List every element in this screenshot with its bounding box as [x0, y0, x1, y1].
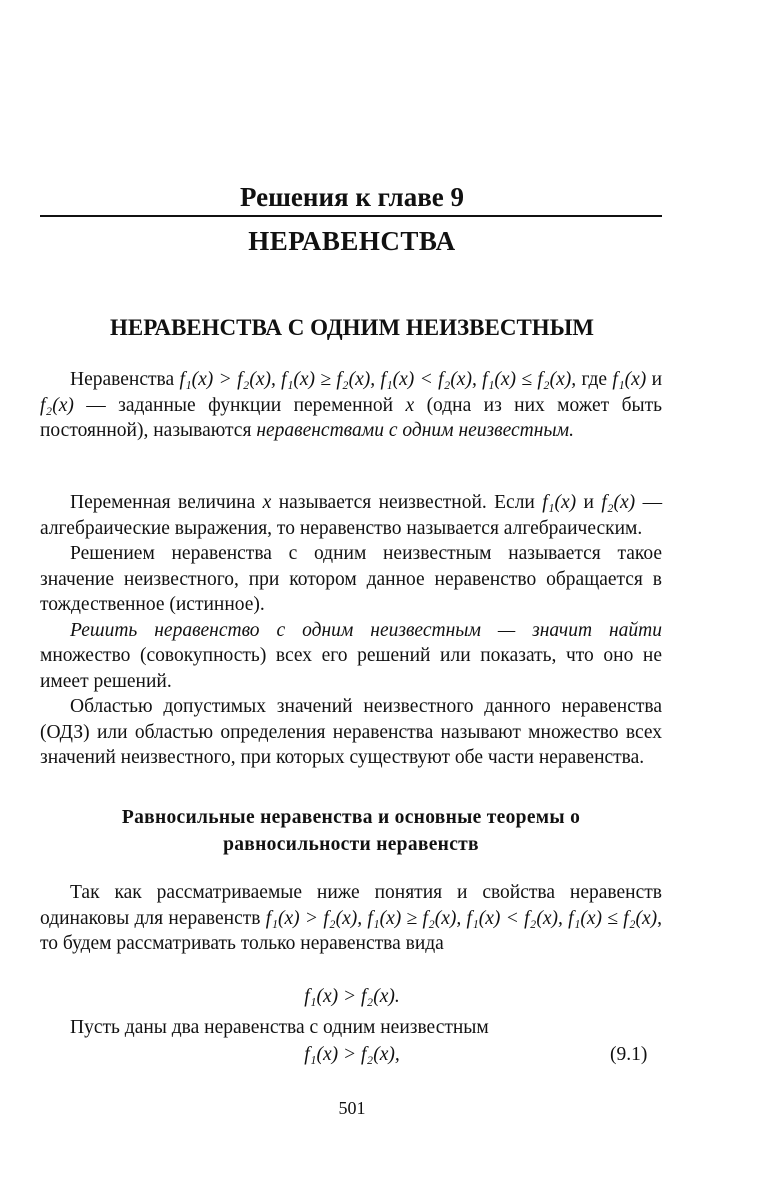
paragraph-solution: Решением неравенства с одним неизвестным называется такое значение неизвестного, при котором данное неравенство обращается в тождественное (истинное).	[40, 543, 662, 615]
p1-inequalities: f₁(x) > f₂(x), f₁(x) ≥ f₂(x), f₁(x) < f₂(x), f₁(x) ≤ f₂(x),	[179, 369, 577, 390]
section-title: НЕРАВЕНСТВА С ОДНИМ НЕИЗВЕСТНЫМ	[110, 315, 594, 340]
heading-rule	[40, 215, 662, 217]
paragraph-variable	[40, 490, 662, 771]
p2-a: Переменная величина	[70, 492, 256, 513]
chapter-heading: Решения к главе 9	[239, 182, 465, 212]
p6-a: Так как рассматриваемые ниже понятия и свойства неравенств одинаковы для неравенств	[40, 882, 662, 929]
p6-last: f₁(x) ≤ f₂(x)	[568, 907, 658, 929]
paragraph-domain: Областью допустимых значений неизвестного данного неравенства (ОДЗ) или областью определения неравенства называют множество всех значений неизвестного, при которых существуют обе части неравенства.	[40, 696, 662, 768]
subsection-title-line1: Равносильные неравенства и основные теоремы о	[121, 807, 581, 828]
p2-f2: f₂(x)	[601, 492, 636, 513]
paragraph-definition	[40, 367, 662, 444]
equation-form: f₁(x) > f₂(x).	[304, 986, 400, 1007]
p7-text: Пусть даны два неравенства с одним неизвестным	[70, 1017, 489, 1038]
equation-number: (9.1)	[610, 1044, 648, 1065]
p6-inequalities: f₁(x) > f₂(x), f₁(x) ≥ f₂(x), f₁(x) < f₂(x),	[265, 907, 563, 929]
p1-x: x	[405, 394, 415, 416]
p2-x: x	[262, 492, 272, 513]
subsection-title	[40, 804, 662, 858]
p1-and: и	[651, 369, 663, 390]
page-number: 501	[338, 1098, 366, 1118]
p1-rest: — заданные функции переменной	[86, 394, 394, 416]
subsection-title-line2: равносильности неравенств	[223, 834, 479, 855]
paragraph-given	[40, 1015, 662, 1041]
p1-f2: f₂(x)	[40, 394, 74, 416]
chapter-title: НЕРАВЕНСТВА	[248, 226, 456, 256]
p1-lead: Неравенства	[70, 369, 175, 390]
p4-rest: множество (совокупность) всех его решений или показать, что оно не имеет решений.	[40, 645, 662, 692]
p1-tail: (одна из них может быть постоянной), называются	[40, 394, 663, 441]
p4-term: Решить неравенство с одним неизвестным — значит найти	[70, 619, 662, 641]
equation-9-1: f₁(x) > f₂(x),	[304, 1044, 400, 1065]
p6-b: , то будем рассматривать только неравенства вида	[40, 907, 663, 954]
p2-c: — алгебраические выражения, то неравенство называется алгебраическим.	[40, 492, 663, 539]
p1-where: где	[581, 369, 608, 390]
p1-f1: f₁(x)	[612, 369, 647, 390]
p2-b: называется неизвестной. Если	[278, 492, 535, 513]
p1-term: неравенствами с одним неизвестным.	[256, 420, 574, 441]
paragraph-equivalence	[40, 880, 662, 957]
p2-and: и	[583, 492, 594, 513]
p2-f1: f₁(x)	[542, 492, 577, 513]
